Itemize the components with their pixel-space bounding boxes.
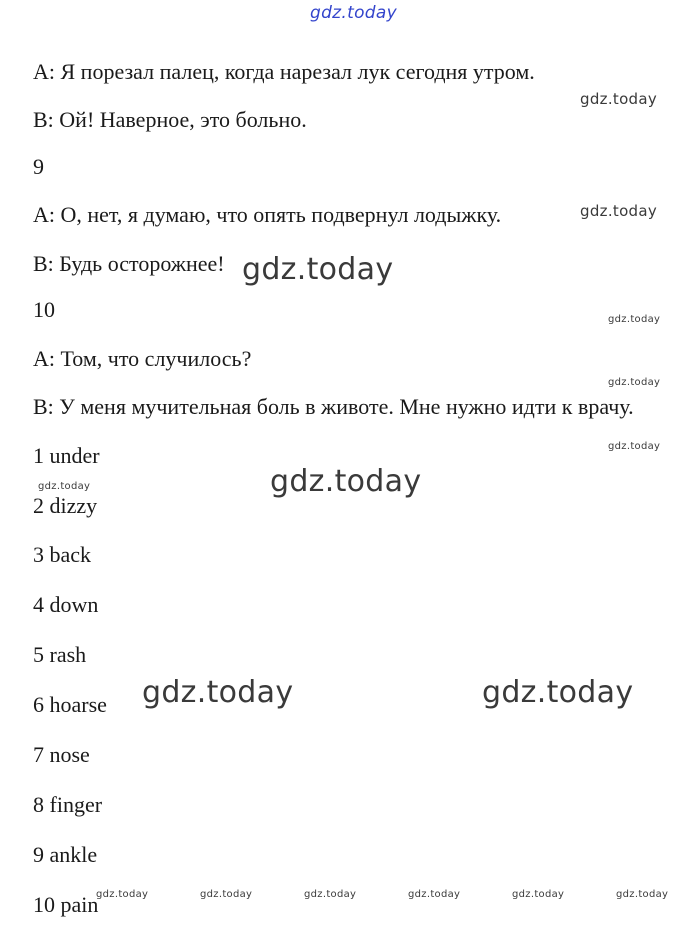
watermark: gdz.today [96, 889, 149, 900]
watermark: gdz.today [580, 202, 658, 220]
answer-item: 5 rash [33, 642, 87, 667]
watermark: gdz.today [242, 252, 394, 287]
watermark: gdz.today [38, 481, 91, 492]
answer-item: 3 back [33, 542, 92, 567]
answer-item: 9 ankle [33, 842, 98, 867]
answer-item: 4 down [33, 592, 99, 617]
watermark: gdz.today [304, 889, 357, 900]
watermark: gdz.today [482, 675, 634, 710]
dialogue-line: A: Я порезал палец, когда нарезал лук сегодня утром. [33, 59, 535, 84]
watermark: gdz.today [608, 314, 661, 325]
watermark: gdz.today [142, 675, 294, 710]
watermark: gdz.today [580, 90, 658, 108]
answer-item: 7 nose [33, 742, 90, 767]
answer-item: 10 pain [33, 892, 99, 917]
answer-item: 1 under [33, 443, 100, 468]
dialogue-line: B: Будь осторожнее! [33, 251, 225, 276]
watermark: gdz.today [408, 889, 461, 900]
answer-item: 8 finger [33, 792, 103, 817]
dialogue-line: B: У меня мучительная боль в животе. Мне нужно идти к врачу. [33, 394, 634, 419]
dialogue-line: A: Том, что случилось? [33, 346, 252, 371]
answer-item: 2 dizzy [33, 493, 98, 518]
exercise-number: 10 [33, 297, 55, 322]
dialogue-line: B: Ой! Наверное, это больно. [33, 107, 307, 132]
exercise-number: 9 [33, 154, 44, 179]
watermark: gdz.today [512, 889, 565, 900]
top-watermark: gdz.today [310, 3, 397, 23]
watermark: gdz.today [616, 889, 669, 900]
watermark: gdz.today [200, 889, 253, 900]
dialogue-line: A: О, нет, я думаю, что опять подвернул лодыжку. [33, 202, 502, 227]
answer-item: 6 hoarse [33, 692, 107, 717]
watermark: gdz.today [270, 464, 422, 499]
watermark: gdz.today [608, 377, 661, 388]
watermark: gdz.today [608, 441, 661, 452]
